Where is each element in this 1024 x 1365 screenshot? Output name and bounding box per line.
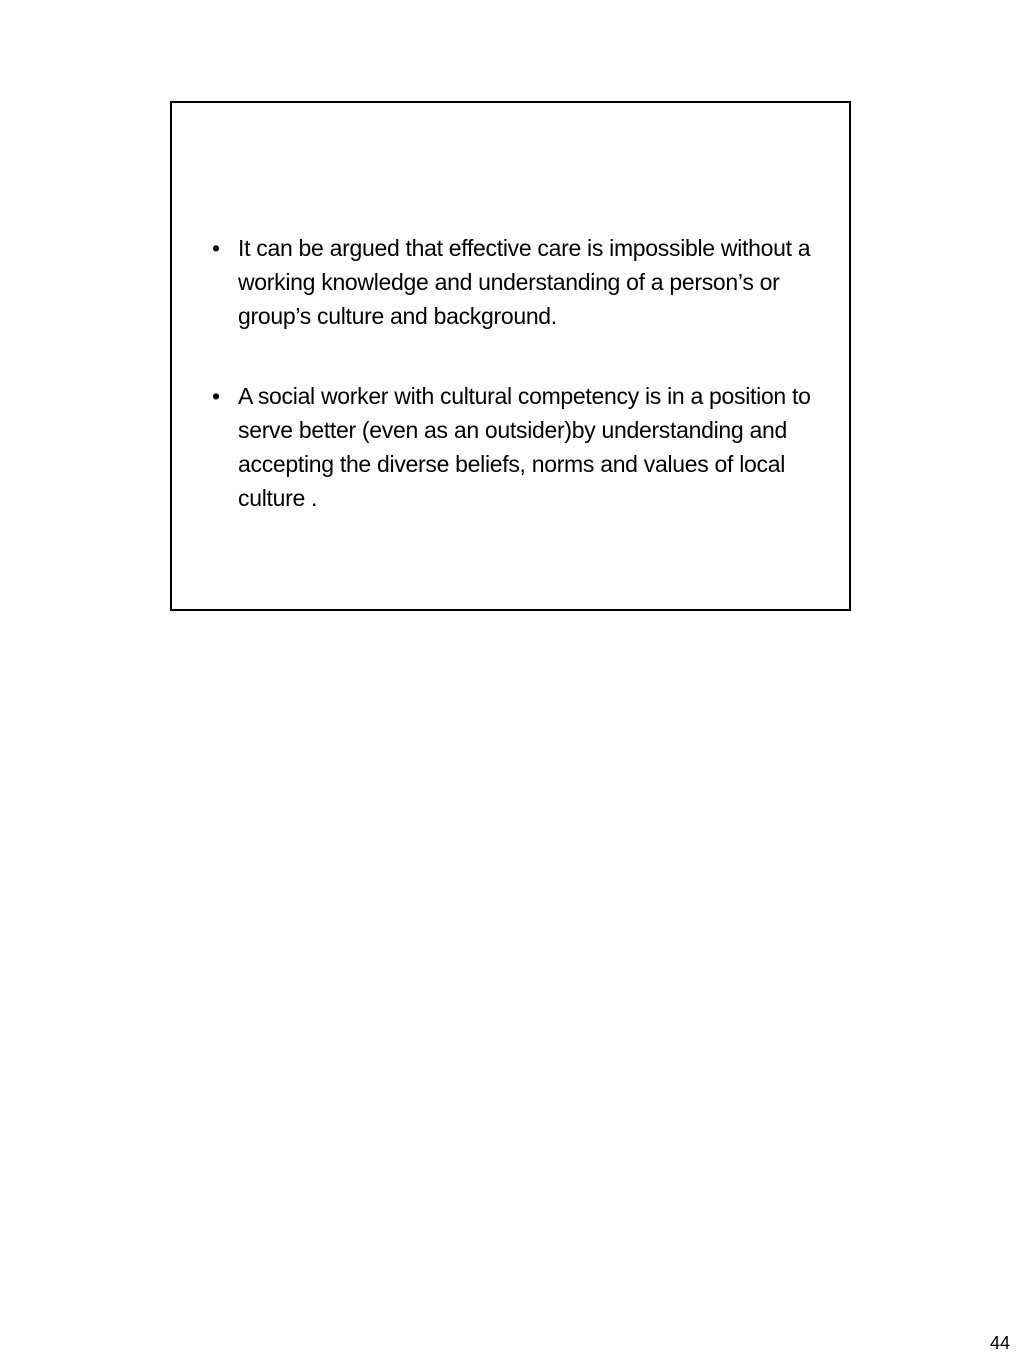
bullet-text: A social worker with cultural competency is in a position to serve better (even as an outsider)by understanding and accepting the diverse beliefs, norms and values of local culture . [238, 383, 811, 511]
bullet-list [212, 231, 812, 515]
bullet-item [212, 231, 812, 333]
bullet-text: It can be argued that effective care is impossible without a working knowledge and understanding of a person’s or group’s culture and background. [238, 235, 811, 329]
bullet-marker: • [212, 235, 220, 261]
bullet-item [212, 379, 812, 515]
slide-frame [170, 101, 851, 611]
page-number: 44 [989, 1333, 1010, 1353]
bullet-marker: • [212, 383, 220, 409]
